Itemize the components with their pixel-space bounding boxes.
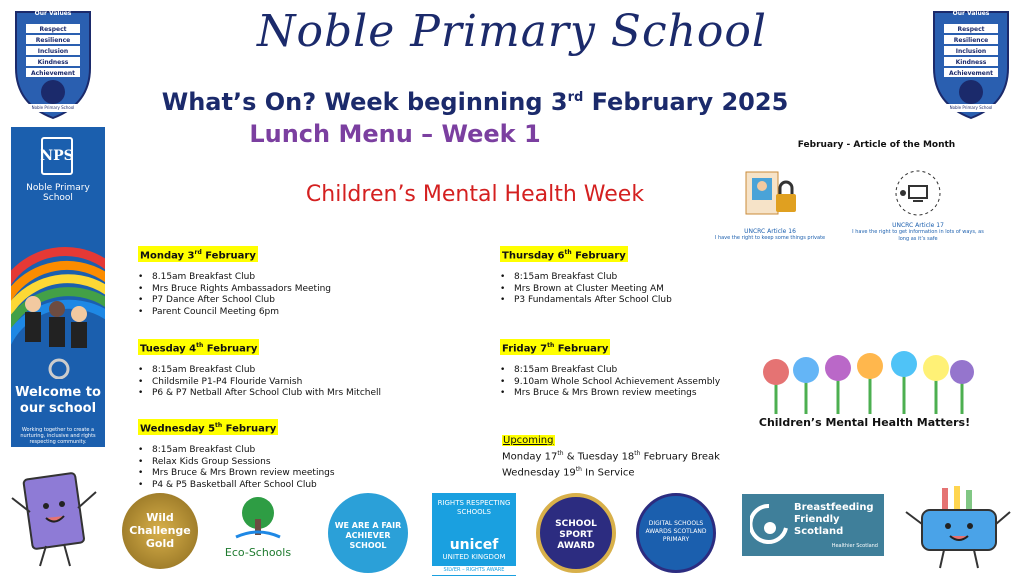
event-item: • 8:15am Breakfast Club <box>138 445 335 457</box>
event-item: • Mrs Bruce & Mrs Brown review meetings <box>500 388 720 400</box>
school-logo-icon: NPS <box>41 137 73 175</box>
book-character-icon <box>10 462 100 572</box>
unicef-rights-badge <box>432 493 516 576</box>
crest-value: Respect <box>39 26 67 33</box>
welcome-text: Welcome to our school <box>15 385 101 416</box>
whats-on-heading <box>0 88 950 116</box>
event-item: • Mrs Brown at Cluster Meeting AM <box>500 284 672 296</box>
article-card-16 <box>700 168 840 242</box>
event-item: • Parent Council Meeting 6pm <box>138 307 331 319</box>
event-item: • 8:15am Breakfast Club <box>500 365 720 377</box>
event-item: • Mrs Bruce Rights Ambassadors Meeting <box>138 284 331 296</box>
crest-value: Achievement <box>948 70 994 77</box>
banner-tagline: Working together to create a nurturing, inclusive and rights respecting community. <box>20 427 96 445</box>
upcoming-heading: Upcoming <box>503 435 554 446</box>
privacy-lock-icon <box>740 168 800 224</box>
crest-value: Resilience <box>35 37 71 44</box>
article-16-label: UNCRC Article 16 <box>744 228 796 235</box>
event-item: • Childsmile P1-P4 Flouride Varnish <box>138 377 381 389</box>
event-list <box>138 445 335 491</box>
crest-ribbon-right: Noble Primary School <box>949 105 993 110</box>
event-list <box>500 365 720 400</box>
crest-value: Resilience <box>953 37 989 44</box>
event-item: • P4 & P5 Basketball After School Club <box>138 480 335 492</box>
fair-achiever-badge: WE ARE A FAIR ACHIEVER SCHOOL <box>328 493 408 573</box>
pencil-case-character-icon <box>904 484 1014 570</box>
day-heading: Friday 7th February <box>500 339 610 355</box>
rainbow-children-illustration <box>11 199 105 379</box>
crest-value: Respect <box>957 26 985 33</box>
information-icon <box>893 168 943 218</box>
bfs-label: Breastfeeding Friendly Scotland <box>794 502 874 537</box>
event-item: • P6 & P7 Netball After School Club with Mrs Mitchell <box>138 388 381 400</box>
wild-challenge-badge: Wild Challenge Gold <box>122 493 198 569</box>
article-of-month-title: February - Article of the Month <box>797 140 956 150</box>
unicef-name: unicef <box>449 537 499 553</box>
day-block-tuesday <box>138 336 381 400</box>
bfs-small: Healthier Scotland <box>831 543 878 549</box>
tree-icon <box>228 493 288 543</box>
crest-values-title-right: Our Values <box>952 10 990 17</box>
article-17-desc: I have the right to get information in lots of ways, as long as it’s safe <box>852 229 984 242</box>
event-list <box>138 272 331 318</box>
whats-on-sup: rd <box>567 90 584 105</box>
event-item: • 8.15am Breakfast Club <box>138 272 331 284</box>
crest-value: Inclusion <box>955 48 987 55</box>
eco-schools-logo <box>222 493 294 573</box>
day-block-thursday <box>500 243 672 307</box>
crest-ribbon: Noble Primary School <box>31 105 75 110</box>
day-block-wednesday <box>138 416 335 491</box>
event-item: • 8:15am Breakfast Club <box>138 365 381 377</box>
welcome-banner <box>11 127 105 447</box>
school-title: Noble Primary School <box>257 6 767 57</box>
banner-school-name: Noble Primary School <box>26 183 90 203</box>
unicef-top-label: RIGHTS RESPECTING SCHOOLS <box>437 499 511 516</box>
mental-health-matters-text: Children’s Mental Health Matters! <box>758 416 971 429</box>
eco-schools-label: Eco-Schools <box>224 546 292 559</box>
day-heading: Tuesday 4th February <box>138 339 259 355</box>
event-item: • 8:15am Breakfast Club <box>500 272 672 284</box>
unicef-award: SILVER – RIGHTS AWARE <box>432 566 516 575</box>
school-sport-award-badge: SCHOOL SPORT AWARD <box>536 493 616 573</box>
digital-schools-badge: DIGITAL SCHOOLS AWARDS SCOTLAND PRIMARY <box>636 493 716 573</box>
article-16-desc: I have the right to keep some things private <box>714 235 826 241</box>
day-block-monday <box>138 243 331 318</box>
event-item: • 9.10am Whole School Achievement Assembly <box>500 377 720 389</box>
whats-on-suffix: February 2025 <box>583 88 789 116</box>
event-item: • Mrs Bruce & Mrs Brown review meetings <box>138 468 335 480</box>
day-heading: Thursday 6th February <box>500 246 628 262</box>
day-heading: Wednesday 5th February <box>138 419 278 435</box>
crest-value: Inclusion <box>37 48 69 55</box>
crest-value: Achievement <box>30 70 76 77</box>
mother-baby-icon <box>750 504 788 546</box>
event-list <box>138 365 381 400</box>
event-item: • P7 Dance After School Club <box>138 295 331 307</box>
painted-hands-flowers-illustration <box>756 350 976 414</box>
crest-value: Kindness <box>955 59 987 66</box>
article-17-label: UNCRC Article 17 <box>892 222 944 229</box>
crest-values-title: Our Values <box>34 10 72 17</box>
event-list <box>500 272 672 307</box>
event-item: • P3 Fundamentals After School Club <box>500 295 672 307</box>
mental-health-week-heading: Children’s Mental Health Week <box>305 182 645 207</box>
upcoming-block <box>502 428 720 480</box>
upcoming-break: Monday 17th & Tuesday 18th February Break <box>502 450 720 463</box>
day-heading: Monday 3rd February <box>138 246 258 262</box>
article-card-17 <box>848 168 988 243</box>
lunch-menu-link[interactable]: Lunch Menu – Week 1 <box>249 120 541 148</box>
unicef-country: UNITED KINGDOM <box>442 553 506 561</box>
day-block-friday <box>500 336 720 400</box>
upcoming-inservice: Wednesday 19th In Service <box>502 466 635 479</box>
breastfeeding-friendly-logo <box>742 494 884 556</box>
whats-on-prefix: What’s On? Week beginning 3 <box>161 88 568 116</box>
crest-value: Kindness <box>37 59 69 66</box>
event-item: • Relax Kids Group Sessions <box>138 457 335 469</box>
